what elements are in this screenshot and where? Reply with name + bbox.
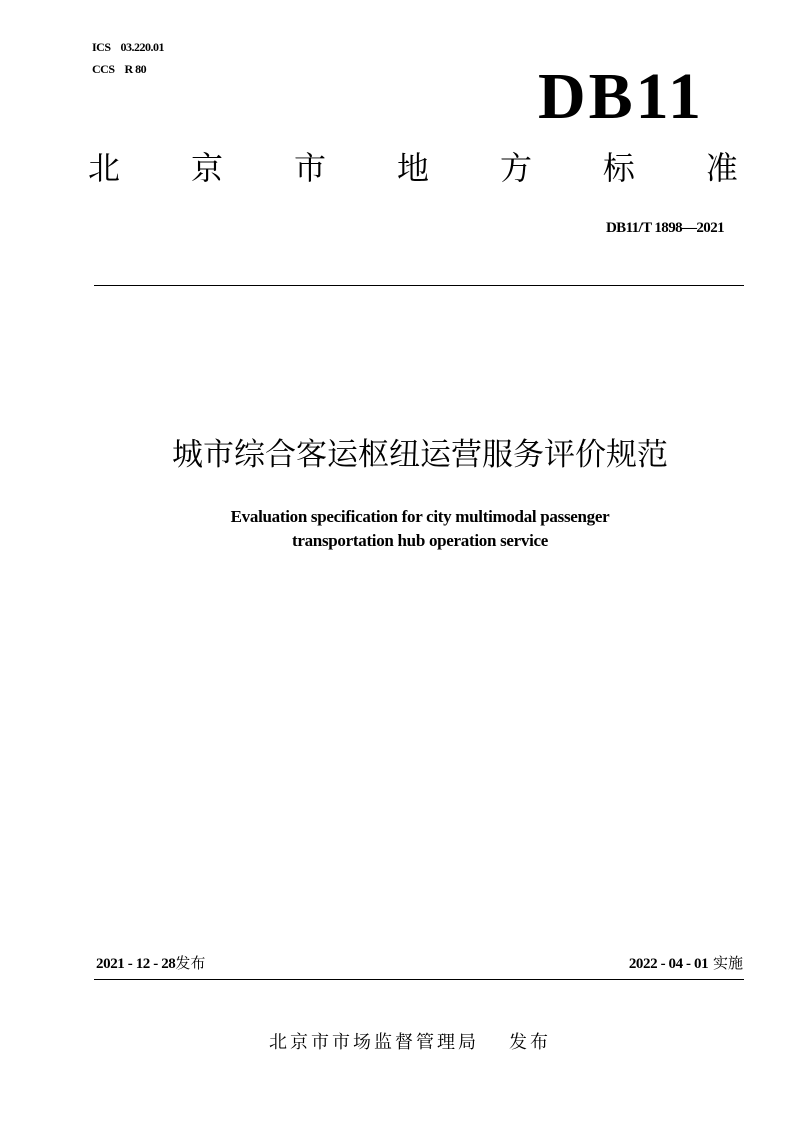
standard-number: DB11/T 1898—2021 (605, 220, 724, 236)
implementation-label: 实施 (712, 954, 743, 972)
publisher-name: 北京市市场监督管理局 (269, 1032, 479, 1053)
publisher-line (0, 1034, 800, 1052)
implementation-date-line (629, 956, 743, 972)
ccs-label: CCS (92, 62, 115, 76)
issue-date-line (96, 956, 205, 972)
standard-type-char: 方 (499, 149, 532, 187)
ccs-code: R 80 (124, 62, 147, 76)
standard-type-char: 地 (396, 149, 429, 187)
standard-type-char: 准 (705, 149, 738, 187)
standard-type-heading (88, 149, 738, 187)
top-divider (94, 285, 744, 286)
english-title-line: Evaluation specification for city multimodal passenger (230, 507, 610, 526)
bottom-divider (94, 979, 744, 980)
ccs-code-line (92, 62, 146, 77)
issue-label: 发布 (175, 954, 206, 972)
implementation-date: 2022 - 04 - 01 (628, 956, 709, 972)
db-standard-mark: DB11 (537, 60, 704, 133)
standard-type-char: 北 (88, 149, 121, 187)
standard-type-char: 标 (602, 149, 635, 187)
standard-type-char: 市 (293, 149, 326, 187)
english-title-line: transportation hub operation service (292, 531, 548, 550)
issue-date: 2021 - 12 - 28 (96, 956, 176, 972)
ics-label: ICS (92, 40, 111, 54)
publish-label: 发布 (509, 1032, 551, 1053)
standard-type-char: 京 (190, 149, 223, 187)
ics-code-line (92, 40, 164, 55)
document-title-english (0, 505, 800, 553)
ics-code: 03.220.01 (120, 40, 165, 54)
document-title-chinese: 城市综合客运枢纽运营服务评价规范 (172, 437, 668, 473)
